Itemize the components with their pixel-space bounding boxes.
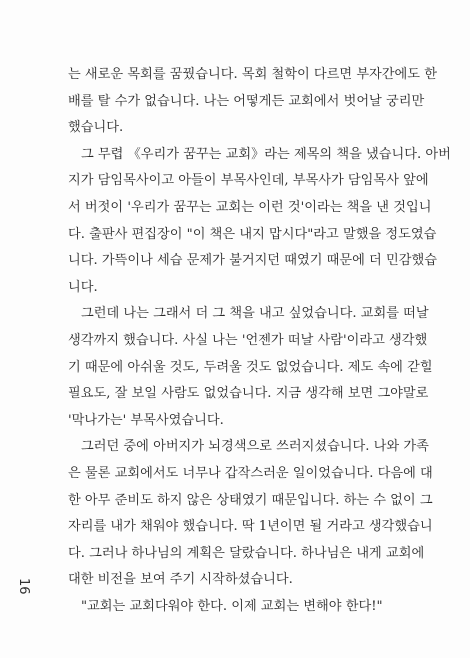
text-line: 배를 탈 수가 없습니다. 나는 어떻게든 교회에서 벗어날 궁리만	[68, 93, 425, 109]
text-line: 은 물론 교회에서도 너무나 갑작스러운 일이었습니다. 다음에 대	[68, 465, 433, 481]
text-line: 지가 담임목사이고 아들이 부목사인데, 부목사가 담임목사 앞에	[68, 173, 429, 189]
page-number: 16	[16, 578, 31, 595]
text-line: 한 아무 준비도 하지 않은 상태였기 때문입니다. 하는 수 없이 그	[68, 492, 433, 508]
text-line: 니다. 가뜩이나 세습 문제가 불거지던 때였기 때문에 더 민감했습	[68, 253, 437, 269]
text-line: 했습니다.	[68, 120, 124, 136]
text-line: "교회는 교회다워야 한다. 이제 교회는 변해야 한다!"	[81, 598, 383, 614]
text-line: 대한 비전을 보여 주기 시작하셨습니다.	[68, 572, 293, 588]
text-line: 서 버젓이 '우리가 꿈꾸는 교회는 이런 것'이라는 책을 낸 것입니	[68, 199, 432, 215]
text-line: 다. 출판사 편집장이 "이 책은 내지 맙시다"라고 말했을 정도였습	[68, 226, 437, 242]
text-line: 기 때문에 아쉬울 것도, 두려울 것도 없었습니다. 제도 속에 갇힐	[68, 359, 433, 375]
text-line: '막나가는' 부목사였습니다.	[68, 412, 224, 428]
text-line: 필요도, 잘 보일 사람도 없었습니다. 지금 생각해 보면 그야말로	[68, 386, 429, 402]
text-line: 그 무렵 《우리가 꿈꾸는 교회》라는 제목의 책을 냈습니다. 아버	[81, 146, 451, 162]
body-text	[68, 62, 451, 620]
text-line: 자리를 내가 채워야 했습니다. 딱 1년이면 될 거라고 생각했습니	[68, 519, 433, 535]
text-line: 니다.	[68, 279, 98, 295]
text-line: 그러던 중에 아버지가 뇌경색으로 쓰러지셨습니다. 나와 가족	[81, 439, 429, 455]
text-line: 는 새로운 목회를 꿈꿨습니다. 목회 철학이 다르면 부자간에도 한	[68, 67, 437, 82]
text-line: 그런데 나는 그래서 더 그 책을 내고 싶었습니다. 교회를 떠날	[81, 306, 429, 322]
text-line: 다. 그러나 하나님의 계획은 달랐습니다. 하나님은 내게 교회에	[68, 545, 425, 561]
text-line: 생각까지 했습니다. 사실 나는 '언젠가 떠날 사람'이라고 생각했	[68, 332, 428, 348]
